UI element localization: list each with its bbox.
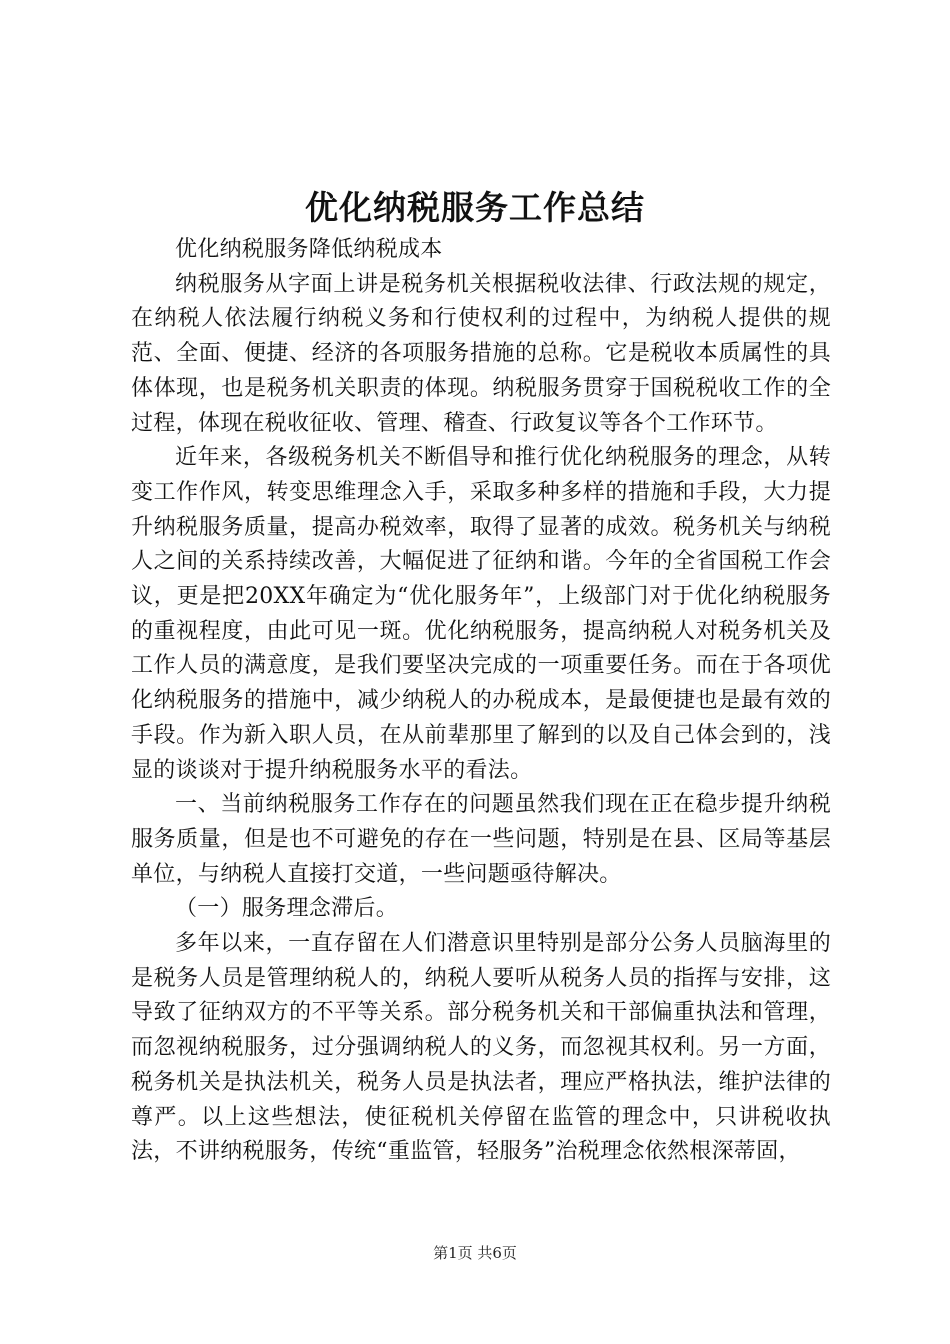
page-number-footer: 第1页 共6页	[433, 1244, 517, 1262]
document-body	[131, 233, 831, 1170]
paragraph-subtitle: 优化纳税服务降低纳税成本	[175, 237, 443, 262]
paragraph-definition: 纳税服务从字面上讲是税务机关根据税收法律、行政法规的规定，在纳税人依法履行纳税义务和行使权利的过程中，为纳税人提供的规范、全面、便捷、经济的各项服务措施的总称。它是税收本质属性的具体体现，也是税务机关职责的体现。纳税服务贯穿于国税税收工作的全过程，体现在税收征收、管理、稽查、行政复议等各个工作环节。	[131, 271, 831, 436]
paragraph-item-one: （一）服务理念滞后。	[175, 896, 399, 922]
paragraph-section-one: 一、当前纳税服务工作存在的问题虽然我们现在正在稳步提升纳税服务质量，但是也不可避免的存在一些问题，特别是在县、区局等基层单位，与纳税人直接打交道，一些问题亟待解决。	[131, 792, 831, 887]
paragraph-service-concept: 多年以来，一直存留在人们潜意识里特别是部分公务人员脑海里的是税务人员是管理纳税人的，纳税人要听从税务人员的指挥与安排，这导致了征纳双方的不平等关系。部分税务机关和干部偏重执法和管理，而忽视纳税服务，过分强调纳税人的义务，而忽视其权利。另一方面，税务机关是执法机关，税务人员是执法者，理应严格执法，维护法律的尊严。以上这些想法，使征税机关停留在监管的理念中，只讲税收执法，不讲纳税服务，传统“重监管，轻服务”治税理念依然根深蒂固，	[131, 931, 831, 1165]
paragraph-recent-years: 近年来，各级税务机关不断倡导和推行优化纳税服务的理念，从转变工作作风，转变思维理念入手，采取多种多样的措施和手段，大力提升纳税服务质量，提高办税效率，取得了显著的成效。税务机关与纳税人之间的关系持续改善，大幅促进了征纳和谐。今年的全省国税工作会议，更是把20XX年确定为“优化服务年”，上级部门对于优化纳税服务的重视程度，由此可见一斑。优化纳税服务，提高纳税人对税务机关及工作人员的满意度，是我们要坚决完成的一项重要任务。而在于各项优化纳税服务的措施中，减少纳税人的办税成本，是最便捷也是最有效的手段。作为新入职人员，在从前辈那里了解到的以及自己体会到的，浅显的谈谈对于提升纳税服务水平的看法。	[131, 445, 831, 783]
document-title: 优化纳税服务工作总结	[305, 188, 645, 227]
